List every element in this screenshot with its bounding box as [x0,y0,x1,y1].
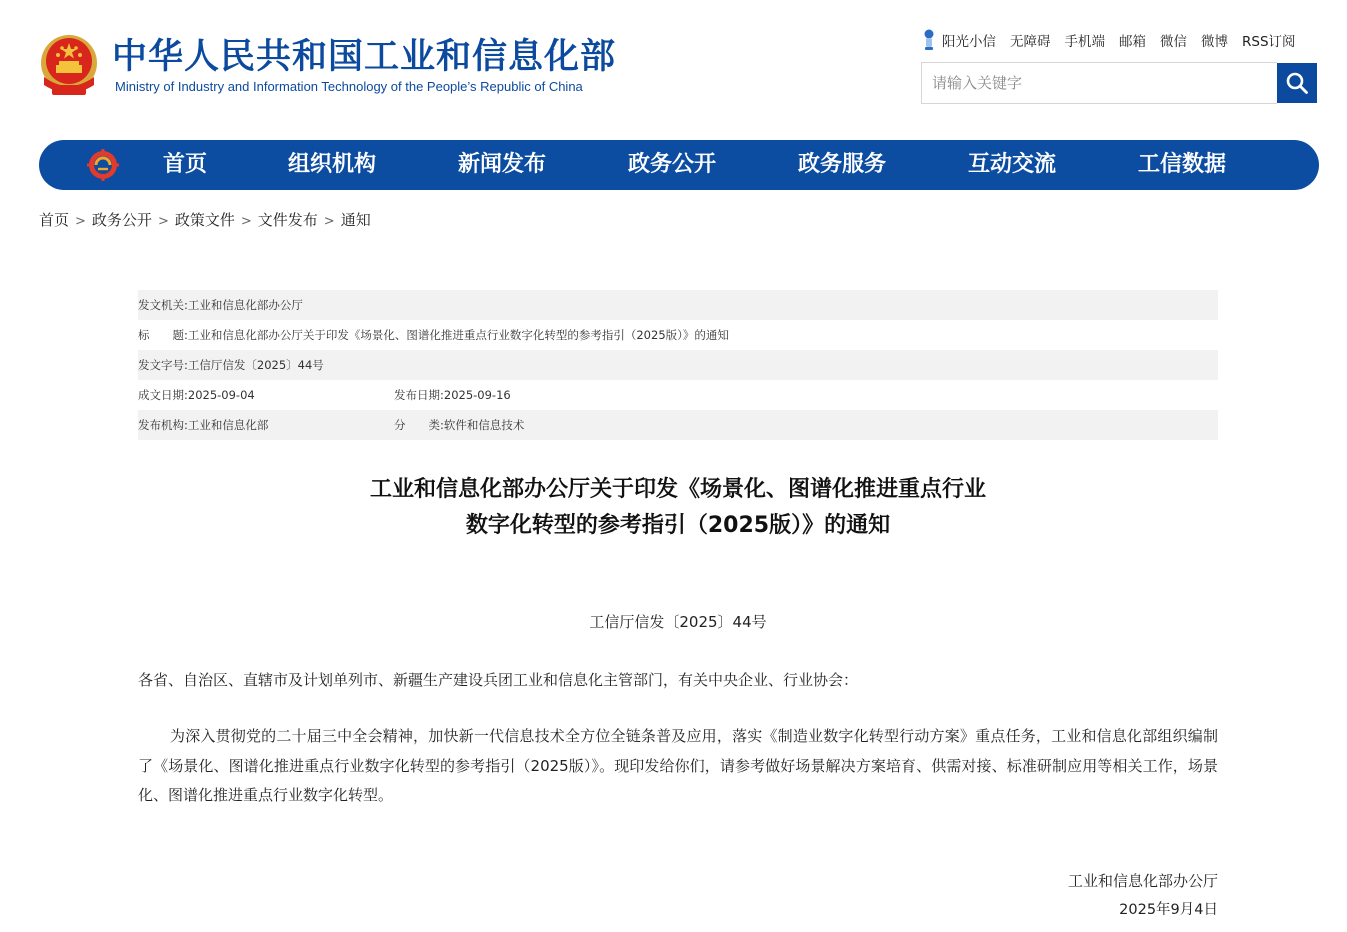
toplink-weibo[interactable]: 微博 [1201,34,1228,50]
meta-docno: 工信厅信发〔2025〕44号 [187,358,324,372]
meta-issuer: 工业和信息化部办公厅 [187,298,303,312]
document-meta-table [138,290,1218,440]
article-title-line: 数字化转型的参考指引（2025版）》的通知 [465,513,891,538]
meta-row-issuer [138,290,1218,320]
toplink-mobile[interactable]: 手机端 [1064,34,1105,50]
meta-category: 软件和信息技术 [443,418,525,432]
meta-published-date: 2025-09-16 [443,388,511,402]
article-signature-org: 工业和信息化部办公厅 [1067,872,1218,890]
nav-item-data[interactable]: 工信数据 [1138,152,1227,177]
mascot-icon [922,29,936,51]
meta-label: 分 类: [394,418,444,432]
breadcrumb-policy-docs[interactable]: 政策文件 [174,211,235,229]
site-title[interactable]: 中华人民共和国工业和信息化部 [112,37,617,77]
site-subtitle: Ministry of Industry and Information Technology of the People’s Republic of China [115,79,583,94]
toplink-wechat[interactable]: 微信 [1160,34,1187,50]
national-emblem-icon [38,33,100,99]
breadcrumb-notice[interactable]: 通知 [340,211,371,229]
search-icon [1285,71,1309,95]
nav-item-news[interactable]: 新闻发布 [458,152,547,177]
breadcrumb-doc-release[interactable]: 文件发布 [257,211,318,229]
top-links [922,28,1296,52]
article-title-line: 工业和信息化部办公厅关于印发《场景化、图谱化推进重点行业 [369,477,986,502]
meta-title: 工业和信息化部办公厅关于印发《场景化、图谱化推进重点行业数字化转型的参考指引（2025版）》的通知 [187,328,729,342]
nav-item-gov-affairs[interactable]: 政务公开 [628,152,717,177]
toplink-mail[interactable]: 邮箱 [1119,34,1146,50]
meta-created-date: 2025-09-04 [187,388,255,402]
meta-row-agency [138,410,1218,440]
article-addressee: 各省、自治区、直辖市及计划单列市、新疆生产建设兵团工业和信息化主管部门，有关中央企业、行业协会： [138,671,859,689]
nav-item-interaction[interactable]: 互动交流 [968,152,1057,177]
main-nav [39,140,1319,190]
search-input[interactable] [921,62,1277,104]
meta-label: 发布日期: [394,388,444,402]
breadcrumb-separator: > [157,214,169,229]
article-body-paragraph: 为深入贯彻党的二十届三中全会精神，加快新一代信息技术全方位全链条普及应用，落实《制造业数字化转型行动方案》重点任务，工业和信息化部组织编制了《场景化、图谱化推进重点行业数字化转型的参考指引（2025版）》。现印发给你们，请参考做好场景解决方案培育、供需对接、标准研制应用等相关工作，场景化、图谱化推进重点行业数字化转型。 [138,727,1218,804]
article-signature-date: 2025年9月4日 [1119,902,1218,918]
toplink-rss[interactable]: RSS订阅 [1242,34,1296,50]
breadcrumb-separator: > [75,214,86,229]
meta-row-title [138,320,1218,350]
breadcrumb-gov-affairs[interactable]: 政务公开 [91,211,152,229]
meta-row-docno [138,350,1218,380]
breadcrumb-separator: > [323,214,335,229]
search-button[interactable] [1277,63,1317,103]
meta-label: 标 题: [138,328,188,342]
toplink-accessibility[interactable]: 无障碍 [1010,34,1051,50]
meta-label: 成文日期: [138,388,188,402]
ministry-logo-icon [87,149,119,181]
breadcrumb-home[interactable]: 首页 [39,211,70,229]
toplink-sunshine[interactable]: 阳光小信 [942,34,996,50]
meta-label: 发文机关: [138,298,188,312]
meta-row-dates [138,380,1218,410]
meta-label: 发文字号: [138,358,188,372]
breadcrumb-separator: > [240,214,252,229]
meta-label: 发布机构: [138,418,188,432]
article-title [138,472,1218,544]
nav-item-home[interactable]: 首页 [163,152,208,177]
breadcrumb [39,210,371,232]
nav-item-organization[interactable]: 组织机构 [288,152,377,177]
meta-agency: 工业和信息化部 [187,418,269,432]
article-doc-number: 工信厅信发〔2025〕44号 [589,613,767,631]
nav-item-gov-services[interactable]: 政务服务 [798,152,887,177]
